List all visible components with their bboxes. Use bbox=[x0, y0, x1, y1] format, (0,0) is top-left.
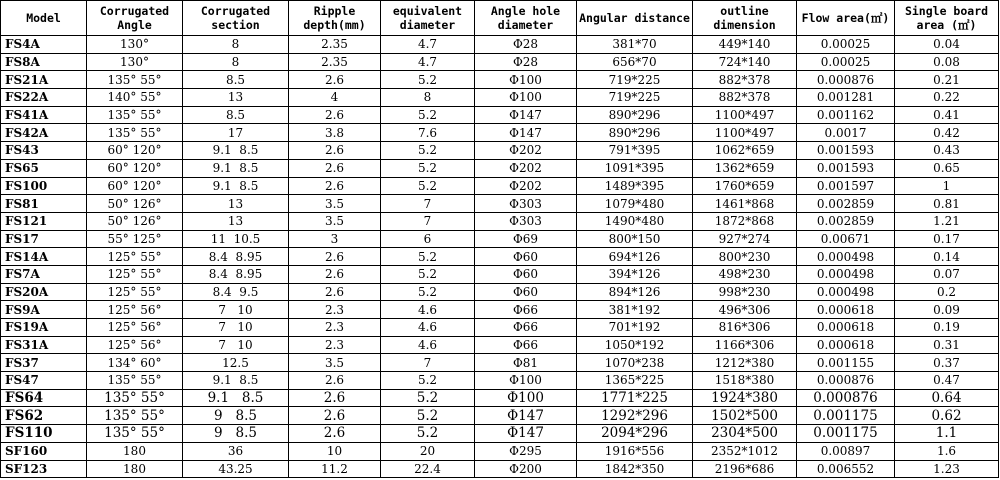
cell-ripple-depth: 3.5 bbox=[289, 354, 381, 372]
cell-angle-hole-diameter: Φ100 bbox=[475, 372, 577, 390]
cell-angle-hole-diameter: Φ60 bbox=[475, 248, 577, 266]
header-flow-area: Flow area(㎡) bbox=[797, 1, 895, 36]
cell-corrugated-section: 43.25 bbox=[183, 460, 289, 478]
cell-corrugated-angle: 55° 125° bbox=[87, 230, 183, 248]
cell-corrugated-section: 8.4 9.5 bbox=[183, 283, 289, 301]
cell-angular-distance: 1365*225 bbox=[577, 372, 693, 390]
cell-model: FS37 bbox=[1, 354, 87, 372]
cell-corrugated-section: 9.1 8.5 bbox=[183, 159, 289, 177]
table-row bbox=[1, 106, 999, 124]
cell-angular-distance: 394*126 bbox=[577, 265, 693, 283]
cell-outline-dimension: 2304*500 bbox=[693, 425, 797, 443]
cell-flow-area: 0.00025 bbox=[797, 53, 895, 71]
cell-angle-hole-diameter: Φ295 bbox=[475, 442, 577, 460]
cell-equivalent-diameter: 5.2 bbox=[381, 71, 475, 89]
cell-outline-dimension: 1062*659 bbox=[693, 142, 797, 160]
cell-outline-dimension: 1100*497 bbox=[693, 106, 797, 124]
cell-angular-distance: 701*192 bbox=[577, 319, 693, 337]
table-row bbox=[1, 177, 999, 195]
cell-outline-dimension: 882*378 bbox=[693, 89, 797, 107]
cell-model: FS31A bbox=[1, 336, 87, 354]
cell-corrugated-section: 9.1 8.5 bbox=[183, 389, 289, 407]
cell-model: FS100 bbox=[1, 177, 87, 195]
cell-corrugated-angle: 130° bbox=[87, 53, 183, 71]
cell-ripple-depth: 10 bbox=[289, 442, 381, 460]
cell-ripple-depth: 3.5 bbox=[289, 212, 381, 230]
table-row bbox=[1, 301, 999, 319]
header-single-board-area: Single board area (㎡) bbox=[895, 1, 999, 36]
cell-flow-area: 0.00897 bbox=[797, 442, 895, 460]
cell-corrugated-angle: 180 bbox=[87, 442, 183, 460]
cell-corrugated-section: 8.4 8.95 bbox=[183, 265, 289, 283]
cell-flow-area: 0.001175 bbox=[797, 407, 895, 425]
cell-model: FS62 bbox=[1, 407, 87, 425]
cell-ripple-depth: 3 bbox=[289, 230, 381, 248]
cell-corrugated-section: 7 10 bbox=[183, 319, 289, 337]
cell-corrugated-angle: 134° 60° bbox=[87, 354, 183, 372]
cell-corrugated-section: 8 bbox=[183, 36, 289, 54]
cell-angle-hole-diameter: Φ200 bbox=[475, 460, 577, 478]
cell-equivalent-diameter: 4.6 bbox=[381, 301, 475, 319]
cell-outline-dimension: 927*274 bbox=[693, 230, 797, 248]
cell-single-board-area: 0.08 bbox=[895, 53, 999, 71]
cell-single-board-area: 0.81 bbox=[895, 195, 999, 213]
cell-angular-distance: 1070*238 bbox=[577, 354, 693, 372]
table-row bbox=[1, 283, 999, 301]
cell-corrugated-angle: 135° 55° bbox=[87, 71, 183, 89]
cell-ripple-depth: 2.6 bbox=[289, 106, 381, 124]
cell-flow-area: 0.000498 bbox=[797, 265, 895, 283]
table-row bbox=[1, 442, 999, 460]
cell-outline-dimension: 1166*306 bbox=[693, 336, 797, 354]
cell-model: FS19A bbox=[1, 319, 87, 337]
cell-angular-distance: 791*395 bbox=[577, 142, 693, 160]
cell-flow-area: 0.006552 bbox=[797, 460, 895, 478]
header-outline-dimension: outline dimension bbox=[693, 1, 797, 36]
cell-single-board-area: 1 bbox=[895, 177, 999, 195]
cell-angle-hole-diameter: Φ81 bbox=[475, 354, 577, 372]
cell-angle-hole-diameter: Φ147 bbox=[475, 425, 577, 443]
cell-model: FS7A bbox=[1, 265, 87, 283]
cell-single-board-area: 0.31 bbox=[895, 336, 999, 354]
cell-corrugated-section: 13 bbox=[183, 195, 289, 213]
cell-equivalent-diameter: 8 bbox=[381, 89, 475, 107]
cell-model: FS64 bbox=[1, 389, 87, 407]
cell-angle-hole-diameter: Φ100 bbox=[475, 389, 577, 407]
cell-corrugated-angle: 130° bbox=[87, 36, 183, 54]
cell-model: FS81 bbox=[1, 195, 87, 213]
cell-flow-area: 0.000618 bbox=[797, 319, 895, 337]
cell-single-board-area: 0.21 bbox=[895, 71, 999, 89]
cell-ripple-depth: 4 bbox=[289, 89, 381, 107]
cell-single-board-area: 1.6 bbox=[895, 442, 999, 460]
header-row bbox=[1, 1, 999, 36]
cell-corrugated-angle: 60° 120° bbox=[87, 177, 183, 195]
cell-outline-dimension: 496*306 bbox=[693, 301, 797, 319]
cell-outline-dimension: 1212*380 bbox=[693, 354, 797, 372]
header-angle-hole-diameter: Angle hole diameter bbox=[475, 1, 577, 36]
cell-model: FS21A bbox=[1, 71, 87, 89]
cell-angle-hole-diameter: Φ147 bbox=[475, 407, 577, 425]
header-angular-distance: Angular distance bbox=[577, 1, 693, 36]
cell-angular-distance: 1490*480 bbox=[577, 212, 693, 230]
cell-equivalent-diameter: 22.4 bbox=[381, 460, 475, 478]
cell-angle-hole-diameter: Φ303 bbox=[475, 212, 577, 230]
cell-outline-dimension: 1100*497 bbox=[693, 124, 797, 142]
cell-corrugated-angle: 125° 56° bbox=[87, 301, 183, 319]
cell-equivalent-diameter: 4.6 bbox=[381, 319, 475, 337]
table-row bbox=[1, 407, 999, 425]
cell-ripple-depth: 2.6 bbox=[289, 71, 381, 89]
cell-angle-hole-diameter: Φ69 bbox=[475, 230, 577, 248]
cell-flow-area: 0.001281 bbox=[797, 89, 895, 107]
cell-ripple-depth: 11.2 bbox=[289, 460, 381, 478]
cell-model: FS110 bbox=[1, 425, 87, 443]
cell-angle-hole-diameter: Φ66 bbox=[475, 301, 577, 319]
cell-single-board-area: 0.07 bbox=[895, 265, 999, 283]
cell-flow-area: 0.000876 bbox=[797, 372, 895, 390]
cell-model: FS17 bbox=[1, 230, 87, 248]
table-row bbox=[1, 354, 999, 372]
table-row bbox=[1, 230, 999, 248]
table-row bbox=[1, 248, 999, 266]
cell-corrugated-angle: 135° 55° bbox=[87, 389, 183, 407]
cell-corrugated-section: 13 bbox=[183, 212, 289, 230]
cell-angular-distance: 1079*480 bbox=[577, 195, 693, 213]
cell-angular-distance: 694*126 bbox=[577, 248, 693, 266]
cell-model: FS121 bbox=[1, 212, 87, 230]
cell-single-board-area: 0.41 bbox=[895, 106, 999, 124]
cell-equivalent-diameter: 4.7 bbox=[381, 36, 475, 54]
cell-single-board-area: 0.64 bbox=[895, 389, 999, 407]
cell-outline-dimension: 1461*868 bbox=[693, 195, 797, 213]
cell-equivalent-diameter: 5.2 bbox=[381, 142, 475, 160]
cell-single-board-area: 0.09 bbox=[895, 301, 999, 319]
cell-angle-hole-diameter: Φ28 bbox=[475, 53, 577, 71]
cell-angular-distance: 719*225 bbox=[577, 89, 693, 107]
cell-angular-distance: 800*150 bbox=[577, 230, 693, 248]
cell-angular-distance: 890*296 bbox=[577, 124, 693, 142]
cell-ripple-depth: 2.3 bbox=[289, 301, 381, 319]
cell-equivalent-diameter: 5.2 bbox=[381, 106, 475, 124]
cell-angle-hole-diameter: Φ60 bbox=[475, 283, 577, 301]
cell-outline-dimension: 724*140 bbox=[693, 53, 797, 71]
cell-angle-hole-diameter: Φ100 bbox=[475, 71, 577, 89]
cell-corrugated-angle: 135° 55° bbox=[87, 407, 183, 425]
cell-corrugated-angle: 135° 55° bbox=[87, 372, 183, 390]
cell-single-board-area: 1.21 bbox=[895, 212, 999, 230]
cell-single-board-area: 1.1 bbox=[895, 425, 999, 443]
cell-ripple-depth: 2.6 bbox=[289, 372, 381, 390]
cell-angular-distance: 381*192 bbox=[577, 301, 693, 319]
cell-flow-area: 0.002859 bbox=[797, 212, 895, 230]
cell-ripple-depth: 3.5 bbox=[289, 195, 381, 213]
table-body bbox=[1, 36, 999, 478]
cell-outline-dimension: 998*230 bbox=[693, 283, 797, 301]
cell-corrugated-section: 36 bbox=[183, 442, 289, 460]
table-row bbox=[1, 195, 999, 213]
cell-ripple-depth: 2.6 bbox=[289, 159, 381, 177]
cell-flow-area: 0.000498 bbox=[797, 248, 895, 266]
cell-flow-area: 0.0017 bbox=[797, 124, 895, 142]
cell-angular-distance: 1292*296 bbox=[577, 407, 693, 425]
cell-angle-hole-diameter: Φ303 bbox=[475, 195, 577, 213]
cell-outline-dimension: 1760*659 bbox=[693, 177, 797, 195]
table-row bbox=[1, 389, 999, 407]
cell-corrugated-section: 9 8.5 bbox=[183, 425, 289, 443]
cell-model: FS22A bbox=[1, 89, 87, 107]
cell-flow-area: 0.001593 bbox=[797, 142, 895, 160]
cell-flow-area: 0.001597 bbox=[797, 177, 895, 195]
cell-equivalent-diameter: 7 bbox=[381, 212, 475, 230]
cell-ripple-depth: 2.6 bbox=[289, 248, 381, 266]
table-row bbox=[1, 212, 999, 230]
cell-corrugated-section: 7 10 bbox=[183, 301, 289, 319]
cell-ripple-depth: 2.35 bbox=[289, 36, 381, 54]
cell-flow-area: 0.00025 bbox=[797, 36, 895, 54]
cell-corrugated-section: 12.5 bbox=[183, 354, 289, 372]
cell-corrugated-angle: 140° 55° bbox=[87, 89, 183, 107]
cell-outline-dimension: 2196*686 bbox=[693, 460, 797, 478]
cell-equivalent-diameter: 20 bbox=[381, 442, 475, 460]
cell-model: FS41A bbox=[1, 106, 87, 124]
table-row bbox=[1, 425, 999, 443]
cell-corrugated-section: 9.1 8.5 bbox=[183, 142, 289, 160]
cell-corrugated-angle: 50° 126° bbox=[87, 195, 183, 213]
cell-corrugated-section: 8.4 8.95 bbox=[183, 248, 289, 266]
cell-corrugated-angle: 125° 55° bbox=[87, 248, 183, 266]
cell-outline-dimension: 1872*868 bbox=[693, 212, 797, 230]
cell-equivalent-diameter: 5.2 bbox=[381, 177, 475, 195]
cell-ripple-depth: 2.3 bbox=[289, 336, 381, 354]
cell-flow-area: 0.000876 bbox=[797, 71, 895, 89]
cell-outline-dimension: 882*378 bbox=[693, 71, 797, 89]
header-model: Model bbox=[1, 1, 87, 36]
cell-flow-area: 0.000618 bbox=[797, 301, 895, 319]
cell-angle-hole-diameter: Φ202 bbox=[475, 177, 577, 195]
cell-angle-hole-diameter: Φ28 bbox=[475, 36, 577, 54]
cell-angular-distance: 1842*350 bbox=[577, 460, 693, 478]
cell-flow-area: 0.002859 bbox=[797, 195, 895, 213]
cell-model: FS14A bbox=[1, 248, 87, 266]
cell-outline-dimension: 1362*659 bbox=[693, 159, 797, 177]
header-equivalent-diameter: equivalent diameter bbox=[381, 1, 475, 36]
table-row bbox=[1, 53, 999, 71]
table-row bbox=[1, 36, 999, 54]
cell-corrugated-section: 7 10 bbox=[183, 336, 289, 354]
cell-model: FS4A bbox=[1, 36, 87, 54]
cell-corrugated-section: 8.5 bbox=[183, 71, 289, 89]
cell-ripple-depth: 2.6 bbox=[289, 177, 381, 195]
cell-corrugated-section: 8.5 bbox=[183, 106, 289, 124]
cell-angular-distance: 381*70 bbox=[577, 36, 693, 54]
cell-ripple-depth: 2.6 bbox=[289, 389, 381, 407]
cell-flow-area: 0.001155 bbox=[797, 354, 895, 372]
cell-corrugated-angle: 125° 55° bbox=[87, 283, 183, 301]
cell-equivalent-diameter: 5.2 bbox=[381, 283, 475, 301]
header-corrugated-section: Corrugated section bbox=[183, 1, 289, 36]
cell-single-board-area: 0.17 bbox=[895, 230, 999, 248]
cell-model: SF123 bbox=[1, 460, 87, 478]
cell-ripple-depth: 2.6 bbox=[289, 142, 381, 160]
table-row bbox=[1, 336, 999, 354]
cell-corrugated-section: 13 bbox=[183, 89, 289, 107]
cell-single-board-area: 0.62 bbox=[895, 407, 999, 425]
cell-angular-distance: 1489*395 bbox=[577, 177, 693, 195]
cell-angular-distance: 894*126 bbox=[577, 283, 693, 301]
table-row bbox=[1, 159, 999, 177]
cell-single-board-area: 0.14 bbox=[895, 248, 999, 266]
cell-single-board-area: 0.22 bbox=[895, 89, 999, 107]
cell-angular-distance: 1050*192 bbox=[577, 336, 693, 354]
cell-angular-distance: 890*296 bbox=[577, 106, 693, 124]
cell-equivalent-diameter: 4.6 bbox=[381, 336, 475, 354]
cell-equivalent-diameter: 5.2 bbox=[381, 425, 475, 443]
cell-outline-dimension: 1518*380 bbox=[693, 372, 797, 390]
cell-outline-dimension: 800*230 bbox=[693, 248, 797, 266]
cell-corrugated-section: 9 8.5 bbox=[183, 407, 289, 425]
cell-corrugated-angle: 135° 55° bbox=[87, 124, 183, 142]
cell-angular-distance: 1771*225 bbox=[577, 389, 693, 407]
cell-angular-distance: 656*70 bbox=[577, 53, 693, 71]
cell-single-board-area: 0.2 bbox=[895, 283, 999, 301]
cell-equivalent-diameter: 5.2 bbox=[381, 159, 475, 177]
cell-equivalent-diameter: 7 bbox=[381, 354, 475, 372]
cell-corrugated-angle: 125° 56° bbox=[87, 319, 183, 337]
header-corrugated-angle: Corrugated Angle bbox=[87, 1, 183, 36]
cell-flow-area: 0.000498 bbox=[797, 283, 895, 301]
cell-corrugated-section: 9.1 8.5 bbox=[183, 372, 289, 390]
table-row bbox=[1, 71, 999, 89]
cell-corrugated-section: 17 bbox=[183, 124, 289, 142]
cell-flow-area: 0.001593 bbox=[797, 159, 895, 177]
cell-equivalent-diameter: 7 bbox=[381, 195, 475, 213]
cell-ripple-depth: 2.6 bbox=[289, 425, 381, 443]
cell-angle-hole-diameter: Φ147 bbox=[475, 124, 577, 142]
cell-model: SF160 bbox=[1, 442, 87, 460]
cell-angular-distance: 719*225 bbox=[577, 71, 693, 89]
cell-outline-dimension: 816*306 bbox=[693, 319, 797, 337]
cell-corrugated-section: 8 bbox=[183, 53, 289, 71]
cell-equivalent-diameter: 5.2 bbox=[381, 407, 475, 425]
cell-ripple-depth: 2.3 bbox=[289, 319, 381, 337]
cell-flow-area: 0.000876 bbox=[797, 389, 895, 407]
table-row bbox=[1, 460, 999, 478]
cell-ripple-depth: 2.35 bbox=[289, 53, 381, 71]
cell-corrugated-angle: 60° 120° bbox=[87, 159, 183, 177]
table-row bbox=[1, 319, 999, 337]
cell-angular-distance: 1091*395 bbox=[577, 159, 693, 177]
cell-outline-dimension: 1502*500 bbox=[693, 407, 797, 425]
cell-corrugated-angle: 60° 120° bbox=[87, 142, 183, 160]
cell-model: FS20A bbox=[1, 283, 87, 301]
cell-model: FS43 bbox=[1, 142, 87, 160]
table-row bbox=[1, 372, 999, 390]
cell-single-board-area: 0.04 bbox=[895, 36, 999, 54]
cell-corrugated-angle: 125° 56° bbox=[87, 336, 183, 354]
cell-corrugated-angle: 125° 55° bbox=[87, 265, 183, 283]
cell-ripple-depth: 2.6 bbox=[289, 407, 381, 425]
cell-model: FS9A bbox=[1, 301, 87, 319]
cell-single-board-area: 0.43 bbox=[895, 142, 999, 160]
cell-equivalent-diameter: 5.2 bbox=[381, 248, 475, 266]
cell-equivalent-diameter: 5.2 bbox=[381, 389, 475, 407]
cell-equivalent-diameter: 5.2 bbox=[381, 265, 475, 283]
cell-angular-distance: 1916*556 bbox=[577, 442, 693, 460]
cell-outline-dimension: 1924*380 bbox=[693, 389, 797, 407]
cell-equivalent-diameter: 7.6 bbox=[381, 124, 475, 142]
cell-corrugated-angle: 180 bbox=[87, 460, 183, 478]
cell-outline-dimension: 498*230 bbox=[693, 265, 797, 283]
cell-single-board-area: 0.42 bbox=[895, 124, 999, 142]
cell-equivalent-diameter: 5.2 bbox=[381, 372, 475, 390]
cell-angle-hole-diameter: Φ202 bbox=[475, 159, 577, 177]
cell-corrugated-section: 9.1 8.5 bbox=[183, 177, 289, 195]
table-row bbox=[1, 124, 999, 142]
table-row bbox=[1, 89, 999, 107]
cell-angle-hole-diameter: Φ60 bbox=[475, 265, 577, 283]
cell-outline-dimension: 2352*1012 bbox=[693, 442, 797, 460]
cell-angle-hole-diameter: Φ147 bbox=[475, 106, 577, 124]
cell-flow-area: 0.00671 bbox=[797, 230, 895, 248]
cell-equivalent-diameter: 6 bbox=[381, 230, 475, 248]
table-row bbox=[1, 142, 999, 160]
cell-flow-area: 0.000618 bbox=[797, 336, 895, 354]
cell-angle-hole-diameter: Φ202 bbox=[475, 142, 577, 160]
table-row bbox=[1, 265, 999, 283]
cell-single-board-area: 0.19 bbox=[895, 319, 999, 337]
cell-ripple-depth: 2.6 bbox=[289, 283, 381, 301]
cell-model: FS47 bbox=[1, 372, 87, 390]
header-ripple-depth: Ripple depth(mm) bbox=[289, 1, 381, 36]
cell-corrugated-angle: 135° 55° bbox=[87, 425, 183, 443]
cell-corrugated-angle: 50° 126° bbox=[87, 212, 183, 230]
cell-ripple-depth: 3.8 bbox=[289, 124, 381, 142]
cell-ripple-depth: 2.6 bbox=[289, 265, 381, 283]
cell-corrugated-section: 11 10.5 bbox=[183, 230, 289, 248]
cell-angle-hole-diameter: Φ100 bbox=[475, 89, 577, 107]
cell-outline-dimension: 449*140 bbox=[693, 36, 797, 54]
cell-angle-hole-diameter: Φ66 bbox=[475, 319, 577, 337]
cell-equivalent-diameter: 4.7 bbox=[381, 53, 475, 71]
cell-flow-area: 0.001175 bbox=[797, 425, 895, 443]
cell-single-board-area: 1.23 bbox=[895, 460, 999, 478]
cell-single-board-area: 0.47 bbox=[895, 372, 999, 390]
cell-corrugated-angle: 135° 55° bbox=[87, 106, 183, 124]
cell-angle-hole-diameter: Φ66 bbox=[475, 336, 577, 354]
cell-model: FS8A bbox=[1, 53, 87, 71]
cell-angular-distance: 2094*296 bbox=[577, 425, 693, 443]
cell-model: FS65 bbox=[1, 159, 87, 177]
cell-single-board-area: 0.65 bbox=[895, 159, 999, 177]
cell-flow-area: 0.001162 bbox=[797, 106, 895, 124]
cell-single-board-area: 0.37 bbox=[895, 354, 999, 372]
cell-model: FS42A bbox=[1, 124, 87, 142]
